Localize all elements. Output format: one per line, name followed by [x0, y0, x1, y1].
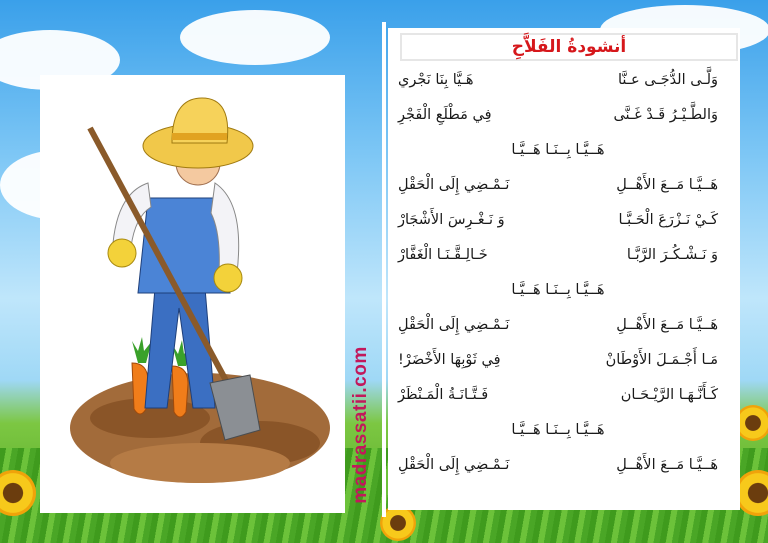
farmer-illustration: [60, 88, 335, 498]
verse-line: [398, 447, 718, 482]
watermark-text: madrassatii.com: [350, 346, 371, 504]
refrain-line: [398, 412, 718, 447]
verse-hemistich-right: كَـأَنَّـهَـا الرَّيْـحَـان: [620, 386, 718, 403]
verse-hemistich-right: وَلَّـى الدُّجَـى عـنَّا: [617, 71, 718, 88]
refrain-text: هَــيَّـا بِــنَـا هَــيَّـا: [511, 141, 605, 158]
verse-hemistich-left: هَـيَّا بِنَا نَجْري: [398, 71, 474, 88]
verse-hemistich-left: نَـمْـضِي إِلَى الْحَقْلِ: [398, 456, 510, 473]
verse-line: [398, 377, 718, 412]
verse-hemistich-left: فَـتَّـانَـةُ الْمَـنْظَرْ: [398, 386, 489, 403]
verse-hemistich-right: هَــيَّـا مَــعَ الأَهْــلِ: [616, 456, 718, 473]
verse-hemistich-left: فِي ثَوْبِهَا الأَخْضَرْ!: [398, 351, 501, 368]
verse-line: [398, 167, 718, 202]
page-divider: [382, 22, 386, 517]
verse-hemistich-left: وَ نَـغْـرِسَ الأَشْجَارْ: [398, 211, 505, 228]
verse-hemistich-left: فِي مَطْلَعِ الْفَجْرِ: [398, 106, 492, 123]
verse-hemistich-right: كَـيْ نَـزْرَعَ الْحَـبَّـا: [618, 211, 718, 228]
refrain-line: [398, 132, 718, 167]
verse-line: [398, 97, 718, 132]
poem-title-box: [400, 33, 738, 61]
refrain-text: هَــيَّـا بِــنَـا هَــيَّـا: [511, 281, 605, 298]
straw-hat: [143, 98, 253, 168]
verse-line: [398, 62, 718, 97]
verse-line: [398, 237, 718, 272]
verse-hemistich-right: وَالطَّـيْـرُ قَـدْ غَـنَّى: [613, 106, 718, 123]
refrain-text: هَــيَّـا بِــنَـا هَــيَّـا: [511, 421, 605, 438]
refrain-line: [398, 272, 718, 307]
verse-hemistich-left: نَـمْـضِي إِلَى الْحَقْلِ: [398, 176, 510, 193]
verse-line: [398, 342, 718, 377]
verse-line: [398, 202, 718, 237]
verse-hemistich-left: خَـالِـقَّـنَـا الْغَفَّارْ: [398, 246, 488, 263]
verse-hemistich-right: هَــيَّـا مَــعَ الأَهْــلِ: [616, 176, 718, 193]
verse-hemistich-right: هَــيَّـا مَــعَ الأَهْــلِ: [616, 316, 718, 333]
site-watermark: [346, 320, 376, 530]
poem-body: [398, 62, 718, 482]
verse-hemistich-left: نَـمْـضِي إِلَى الْحَقْلِ: [398, 316, 510, 333]
cloud-shape: [180, 10, 330, 65]
verse-line: [398, 307, 718, 342]
poem-title: أنشودةُ الفَلاَّحِ: [511, 37, 627, 57]
verse-hemistich-right: وَ نَـشْـكُـرَ الرَّبَّـا: [626, 246, 718, 263]
verse-hemistich-right: مَـا أَجْـمَـلَ الأَوْطَانْ: [605, 351, 718, 368]
